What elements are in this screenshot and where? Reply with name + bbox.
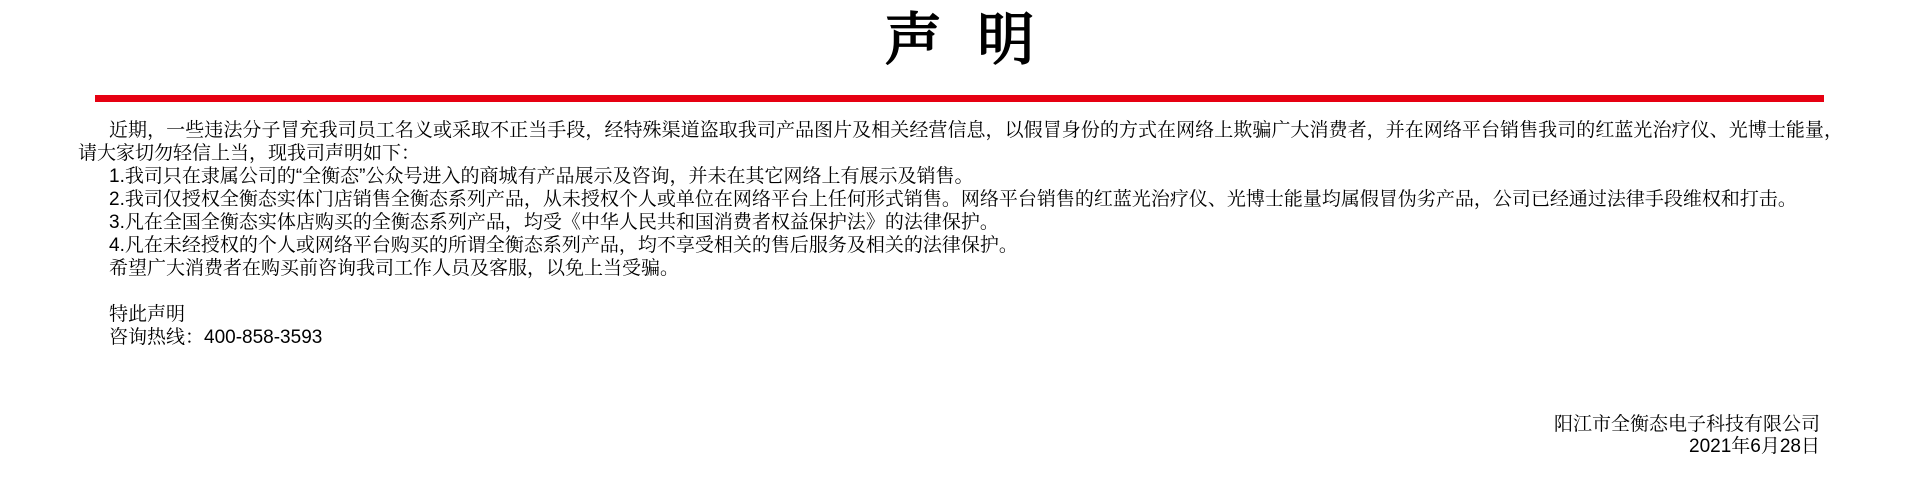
statement-body xyxy=(78,119,1843,349)
statement-item-3: 3.凡在全国全衡态实体店购买的全衡态系列产品，均受《中华人民共和国消费者权益保护法》的法律保护。 xyxy=(109,211,999,233)
signature-block xyxy=(1554,414,1820,458)
red-divider xyxy=(95,95,1824,102)
statement-page xyxy=(0,8,1919,488)
hotline-line: 咨询热线：400-858-3593 xyxy=(109,326,323,348)
intro-paragraph: 近期，一些违法分子冒充我司员工名义或采取不正当手段，经特殊渠道盗取我司产品图片及相关经营信息，以假冒身份的方式在网络上欺骗广大消费者，并在网络平台销售我司的红蓝光治疗仪、光博士能量，请大家切勿轻信上当，现我司声明如下： xyxy=(78,119,1843,164)
statement-item-4: 4.凡在未经授权的个人或网络平台购买的所谓全衡态系列产品，均不享受相关的售后服务及相关的法律保护。 xyxy=(109,234,1018,256)
closing-paragraph: 希望广大消费者在购买前咨询我司工作人员及客服，以免上当受骗。 xyxy=(109,257,680,279)
statement-item-2: 2.我司仅授权全衡态实体门店销售全衡态系列产品，从未授权个人或单位在网络平台上任何形式销售。网络平台销售的红蓝光治疗仪、光博士能量均属假冒伪劣产品，公司已经通过法律手段维权和打击。 xyxy=(109,188,1797,210)
statement-date: 2021年6月28日 xyxy=(1689,436,1820,457)
statement-item-1: 1.我司只在隶属公司的“全衡态”公众号进入的商城有产品展示及咨询，并未在其它网络上有展示及销售。 xyxy=(109,165,974,187)
page-title: 声 明 xyxy=(884,8,1045,72)
company-name: 阳江市全衡态电子科技有限公司 xyxy=(1553,414,1820,435)
declaration-line: 特此声明 xyxy=(109,303,186,325)
